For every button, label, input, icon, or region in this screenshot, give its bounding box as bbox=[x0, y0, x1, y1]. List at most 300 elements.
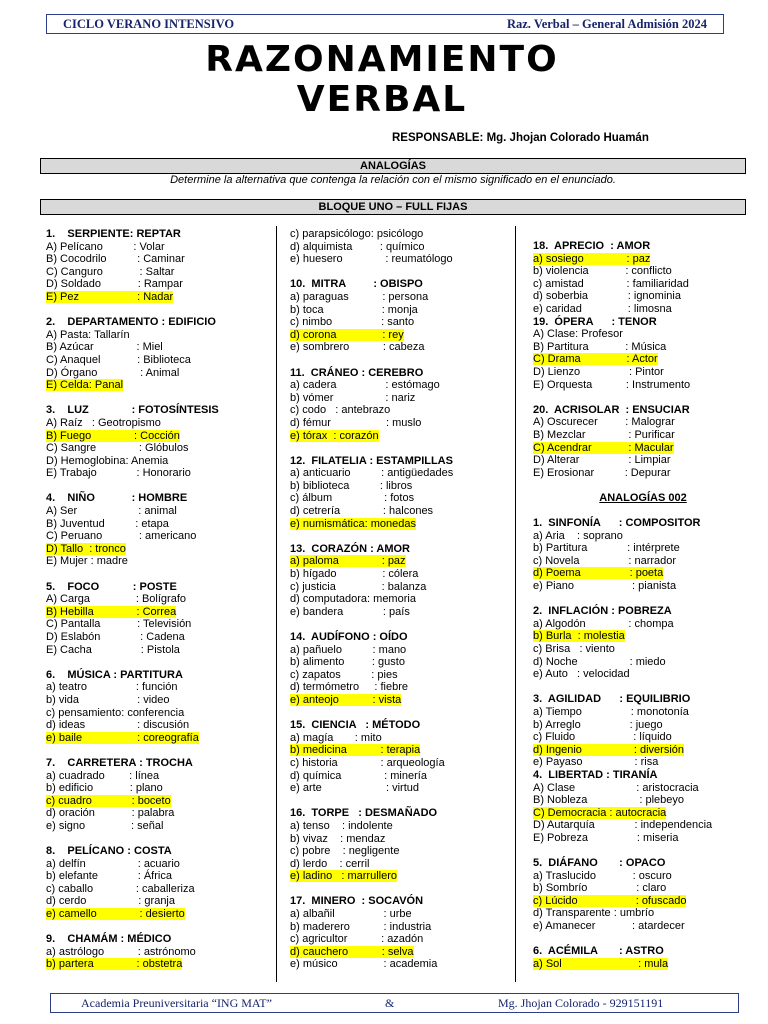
answer-highlight: B) Fuego : Cocción bbox=[46, 429, 180, 442]
option-line bbox=[46, 606, 266, 619]
answer-highlight: c) cuadro : boceto bbox=[46, 794, 171, 807]
option-line bbox=[533, 530, 753, 543]
question-title: 3. LUZ : FOTOSÍNTESIS bbox=[46, 404, 219, 417]
option-text: B) Nobleza : plebeyo bbox=[533, 794, 685, 807]
option-line bbox=[533, 744, 753, 757]
question-title: 7. CARRETERA : TROCHA bbox=[46, 756, 193, 769]
option-text: a) teatro : función bbox=[46, 681, 178, 694]
option-line bbox=[290, 732, 508, 745]
option-text: a) delfín : acuario bbox=[46, 857, 180, 870]
question-title: 4. NIÑO : HOMBRE bbox=[46, 492, 188, 505]
option-line bbox=[533, 353, 753, 366]
option-text: B) Partitura : Música bbox=[533, 340, 667, 353]
option-line bbox=[290, 644, 508, 657]
option-text: B) Azúcar : Miel bbox=[46, 341, 163, 354]
answer-highlight: d) Ingenio : diversión bbox=[533, 743, 685, 756]
option-text: d) química : minería bbox=[290, 769, 427, 782]
option-line bbox=[290, 505, 508, 518]
option-text: E) Orquesta : Instrumento bbox=[533, 378, 691, 391]
option-line bbox=[290, 820, 508, 833]
question-title: 5. DIÁFANO : OPACO bbox=[533, 857, 666, 870]
option-text: b) vivaz : mendaz bbox=[290, 832, 386, 845]
option-line bbox=[46, 253, 266, 266]
option-line bbox=[46, 278, 266, 291]
option-text: D) Hemoglobina: Anemia bbox=[46, 454, 169, 467]
option-text: d) cetrería : halcones bbox=[290, 505, 434, 518]
option-line bbox=[46, 241, 266, 254]
option-text: c) álbum : fotos bbox=[290, 492, 415, 505]
header-right: Raz. Verbal – General Admisión 2024 bbox=[506, 17, 707, 31]
option-line bbox=[290, 946, 508, 959]
answer-highlight: E) Celda: Panal bbox=[46, 379, 124, 392]
option-text: d) fémur : muslo bbox=[290, 416, 422, 429]
option-line bbox=[290, 467, 508, 480]
question-title: 6. MÚSICA : PARTITURA bbox=[46, 668, 183, 681]
option-text: C) Pantalla : Televisión bbox=[46, 618, 192, 631]
option-text: a) magía : mito bbox=[290, 731, 382, 744]
option-line bbox=[46, 858, 266, 871]
section-title: ANALOGÍAS bbox=[40, 158, 746, 174]
option-line bbox=[533, 542, 753, 555]
option-line bbox=[533, 467, 753, 480]
option-text: c) amistad : familiaridad bbox=[533, 277, 689, 290]
question-block bbox=[290, 719, 508, 795]
option-line bbox=[46, 442, 266, 455]
question-block bbox=[290, 807, 508, 883]
column-divider bbox=[515, 226, 516, 982]
option-text: d) Noche : miedo bbox=[533, 655, 666, 668]
option-line bbox=[290, 480, 508, 493]
option-line bbox=[46, 908, 266, 921]
option-line bbox=[533, 882, 753, 895]
question-title: 1. SERPIENTE: REPTAR bbox=[46, 228, 181, 240]
option-text: d) Transparente : umbrío bbox=[533, 907, 655, 920]
option-text: e) Payaso : risa bbox=[533, 756, 659, 769]
option-text: a) astrólogo : astrónomo bbox=[46, 945, 196, 958]
option-line bbox=[533, 278, 753, 291]
footer-right: Mg. Jhojan Colorado - 929151191 bbox=[498, 996, 664, 1010]
option-text: b) vida : video bbox=[46, 693, 170, 706]
option-text: d) soberbia : ignominia bbox=[533, 290, 681, 303]
question-block bbox=[533, 769, 753, 845]
question-title: 15. CIENCIA : MÉTODO bbox=[290, 719, 421, 732]
question-title: 5. FOCO : POSTE bbox=[46, 580, 177, 593]
option-text: c) agricultor : azadón bbox=[290, 933, 424, 946]
option-text: D) Eslabón : Cadena bbox=[46, 631, 185, 643]
option-line bbox=[290, 555, 508, 568]
option-line bbox=[533, 756, 753, 769]
option-text: e) bandera : país bbox=[290, 605, 410, 618]
option-text: b) hígado : cólera bbox=[290, 568, 419, 581]
column-1 bbox=[46, 228, 266, 971]
question-block bbox=[290, 367, 508, 443]
option-text: c) Fluido : líquido bbox=[533, 731, 672, 744]
answer-highlight: d) Poema : poeta bbox=[533, 567, 664, 580]
answer-highlight: b) Burla : molestia bbox=[533, 630, 625, 643]
option-text: b) violencia : conflicto bbox=[533, 265, 672, 278]
option-line bbox=[290, 669, 508, 682]
question-title: 8. PELÍCANO : COSTA bbox=[46, 845, 172, 858]
option-line bbox=[290, 392, 508, 405]
question-block bbox=[533, 517, 753, 593]
option-line bbox=[46, 820, 266, 833]
title-line-2: VERBAL bbox=[296, 79, 468, 120]
question-block bbox=[533, 404, 753, 480]
option-line bbox=[290, 681, 508, 694]
option-line bbox=[290, 341, 508, 354]
subsection-block bbox=[533, 492, 753, 505]
option-line bbox=[46, 367, 266, 380]
option-line bbox=[533, 442, 753, 455]
option-line bbox=[533, 429, 753, 442]
option-line bbox=[533, 630, 753, 643]
answer-highlight: C) Acendrar : Macular bbox=[533, 441, 674, 454]
question-title: 18. APRECIO : AMOR bbox=[533, 240, 651, 252]
option-text: d) termómetro : fiebre bbox=[290, 681, 408, 694]
option-line bbox=[46, 555, 266, 568]
option-line bbox=[533, 253, 753, 266]
option-text: A) Pelícano : Volar bbox=[46, 240, 165, 253]
option-line bbox=[533, 290, 753, 303]
option-line bbox=[290, 744, 508, 757]
question-title: 2. DEPARTAMENTO : EDIFICIO bbox=[46, 316, 216, 329]
question-title: 12. FILATELIA : ESTAMPILLAS bbox=[290, 454, 453, 467]
option-text: b) Partitura : intérprete bbox=[533, 542, 680, 555]
option-text: a) pañuelo : mano bbox=[290, 643, 407, 656]
title-line-1: RAZONAMIENTO bbox=[205, 39, 559, 80]
option-text: c) pobre : negligente bbox=[290, 845, 400, 858]
answer-highlight: d) cauchero : selva bbox=[290, 945, 414, 958]
option-line bbox=[46, 543, 266, 556]
option-line bbox=[46, 266, 266, 279]
option-line bbox=[290, 782, 508, 795]
question-title: 13. CORAZÓN : AMOR bbox=[290, 542, 410, 555]
question-block bbox=[290, 543, 508, 619]
option-line bbox=[533, 379, 753, 392]
option-line bbox=[290, 921, 508, 934]
option-text: b) toca : monja bbox=[290, 303, 418, 316]
option-text: C) Canguro : Saltar bbox=[46, 265, 175, 278]
option-text: E) Mujer : madre bbox=[46, 555, 128, 568]
option-line bbox=[533, 782, 753, 795]
question-title: 9. CHAMÁM : MÉDICO bbox=[46, 933, 172, 946]
option-text: C) Sangre : Glóbulos bbox=[46, 442, 189, 455]
option-text: d) oración : palabra bbox=[46, 807, 175, 820]
option-text: B) Juventud : etapa bbox=[46, 517, 169, 530]
question-title: 19. ÓPERA : TENOR bbox=[533, 315, 657, 328]
option-line bbox=[533, 328, 753, 341]
option-text: D) Autarquía : independencia bbox=[533, 819, 713, 832]
option-line bbox=[533, 731, 753, 744]
option-text: e) Amanecer : atardecer bbox=[533, 920, 685, 933]
option-line bbox=[46, 807, 266, 820]
option-line bbox=[290, 770, 508, 783]
option-line bbox=[46, 329, 266, 342]
question-title: 11. CRÁNEO : CEREBRO bbox=[290, 366, 424, 379]
option-line bbox=[533, 870, 753, 883]
option-text: a) Algodón : chompa bbox=[533, 617, 674, 630]
option-line bbox=[533, 555, 753, 568]
option-line bbox=[46, 719, 266, 732]
question-block bbox=[533, 945, 753, 970]
option-line bbox=[533, 366, 753, 379]
option-text: b) alimento : gusto bbox=[290, 656, 405, 669]
option-line bbox=[290, 833, 508, 846]
question-block bbox=[290, 455, 508, 531]
option-text: c) caballo : caballeriza bbox=[46, 882, 195, 895]
answer-highlight: B) Hebilla : Correa bbox=[46, 605, 177, 618]
answer-highlight: a) Sol : mula bbox=[533, 957, 669, 970]
question-block bbox=[290, 895, 508, 971]
option-text: a) cadera : estómago bbox=[290, 379, 440, 392]
option-text: c) nimbo : santo bbox=[290, 316, 415, 329]
option-text: A) Pasta: Tallarín bbox=[46, 328, 130, 341]
answer-highlight: a) paloma : paz bbox=[290, 555, 406, 568]
option-line bbox=[46, 341, 266, 354]
option-text: d) alquimista : químico bbox=[290, 240, 425, 253]
option-line bbox=[290, 253, 508, 266]
option-line bbox=[533, 656, 753, 669]
option-line bbox=[533, 265, 753, 278]
option-line bbox=[46, 518, 266, 531]
option-line bbox=[533, 920, 753, 933]
option-line bbox=[46, 795, 266, 808]
option-text: A) Raíz : Geotropismo bbox=[46, 416, 161, 429]
option-line bbox=[46, 883, 266, 896]
page-title bbox=[150, 40, 614, 120]
answer-highlight: e) anteojo : vista bbox=[290, 693, 402, 706]
option-text: b) Arreglo : juego bbox=[533, 718, 663, 731]
column-2 bbox=[290, 228, 508, 971]
answer-highlight: e) numismática: monedas bbox=[290, 517, 416, 530]
column-3 bbox=[533, 240, 753, 970]
footer-bar bbox=[50, 993, 739, 1013]
option-line bbox=[46, 870, 266, 883]
option-text: b) maderero : industria bbox=[290, 920, 432, 933]
question-block bbox=[533, 316, 753, 392]
option-line bbox=[533, 567, 753, 580]
question-title: 3. AGILIDAD : EQUILIBRIO bbox=[533, 693, 691, 706]
option-line bbox=[290, 694, 508, 707]
answer-highlight: C) Drama : Actor bbox=[533, 353, 658, 366]
option-line bbox=[46, 291, 266, 304]
option-text: D) Soldado : Rampar bbox=[46, 278, 183, 291]
option-line bbox=[533, 958, 753, 971]
option-line bbox=[533, 895, 753, 908]
option-text: E) Pobreza : miseria bbox=[533, 831, 679, 844]
option-line bbox=[533, 454, 753, 467]
option-line bbox=[290, 304, 508, 317]
option-line bbox=[46, 644, 266, 657]
option-line bbox=[290, 492, 508, 505]
option-line bbox=[533, 341, 753, 354]
option-line bbox=[290, 291, 508, 304]
question-title: 4. LIBERTAD : TIRANÍA bbox=[533, 768, 658, 781]
option-text: a) Traslucido : oscuro bbox=[533, 869, 672, 882]
option-text: e) caridad : limosna bbox=[533, 302, 672, 315]
option-line bbox=[46, 430, 266, 443]
option-line bbox=[533, 643, 753, 656]
option-text: A) Oscurecer : Malograr bbox=[533, 416, 675, 429]
option-text: D) Órgano : Animal bbox=[46, 366, 180, 379]
option-line bbox=[533, 416, 753, 429]
option-line bbox=[290, 568, 508, 581]
option-line bbox=[46, 505, 266, 518]
option-text: E) Trabajo : Honorario bbox=[46, 467, 191, 480]
bloque-title: BLOQUE UNO – FULL FIJAS bbox=[40, 199, 746, 215]
option-line bbox=[290, 858, 508, 871]
option-text: d) computadora: memoria bbox=[290, 593, 416, 606]
question-block bbox=[533, 605, 753, 681]
option-text: b) vómer : nariz bbox=[290, 391, 416, 404]
option-line bbox=[46, 770, 266, 783]
question-title: 17. MINERO : SOCAVÓN bbox=[290, 895, 424, 908]
option-text: B) Mezclar : Purificar bbox=[533, 428, 675, 441]
option-text: A) Ser : animal bbox=[46, 505, 177, 518]
option-text: e) arte : virtud bbox=[290, 782, 419, 795]
question-block bbox=[290, 228, 508, 266]
footer-middle: & bbox=[385, 996, 395, 1010]
option-line bbox=[290, 757, 508, 770]
question-title: 20. ACRISOLAR : ENSUCIAR bbox=[533, 403, 690, 416]
answer-highlight: D) Tallo : tronco bbox=[46, 542, 126, 555]
option-text: d) ideas : discusión bbox=[46, 719, 190, 732]
answer-highlight: e) camello : desierto bbox=[46, 908, 185, 921]
question-title: 10. MITRA : OBISPO bbox=[290, 278, 423, 291]
question-block bbox=[46, 228, 266, 304]
option-line bbox=[533, 719, 753, 732]
header-left: CICLO VERANO INTENSIVO bbox=[63, 17, 235, 31]
question-block bbox=[46, 757, 266, 833]
option-text: c) justicia : balanza bbox=[290, 580, 427, 593]
option-line bbox=[46, 455, 266, 468]
option-text: e) Auto : velocidad bbox=[533, 668, 630, 681]
option-text: c) Brisa : viento bbox=[533, 643, 615, 655]
question-block bbox=[46, 581, 266, 657]
option-text: e) Piano : pianista bbox=[533, 580, 677, 593]
option-text: E) Erosionar : Depurar bbox=[533, 466, 671, 479]
question-block bbox=[46, 845, 266, 921]
option-line bbox=[290, 379, 508, 392]
option-line bbox=[46, 946, 266, 959]
option-text: D) Alterar : Limpiar bbox=[533, 454, 671, 467]
answer-highlight: e) baile : coreografía bbox=[46, 731, 199, 744]
answer-highlight: a) sosiego : paz bbox=[533, 252, 651, 265]
answer-highlight: c) Lúcido : ofuscado bbox=[533, 894, 687, 907]
option-line bbox=[290, 870, 508, 883]
option-line bbox=[290, 845, 508, 858]
question-title: 1. SINFONÍA : COMPOSITOR bbox=[533, 517, 701, 530]
option-text: c) Novela : narrador bbox=[533, 554, 677, 567]
option-text: e) huesero : reumatólogo bbox=[290, 253, 453, 266]
header-bar bbox=[46, 14, 724, 34]
option-line bbox=[46, 681, 266, 694]
option-line bbox=[290, 958, 508, 971]
option-text: a) cuadrado : línea bbox=[46, 769, 160, 782]
option-text: e) signo : señal bbox=[46, 819, 164, 832]
option-text: c) historia : arqueología bbox=[290, 756, 445, 769]
option-text: e) músico : academia bbox=[290, 958, 438, 971]
option-line bbox=[533, 819, 753, 832]
option-line bbox=[46, 694, 266, 707]
option-line bbox=[46, 593, 266, 606]
option-line bbox=[46, 895, 266, 908]
option-line bbox=[533, 706, 753, 719]
option-text: a) Tiempo : monotonía bbox=[533, 705, 689, 718]
option-text: c) pensamiento: conferencia bbox=[46, 706, 185, 719]
option-line bbox=[290, 593, 508, 606]
option-line bbox=[46, 417, 266, 430]
option-line bbox=[46, 354, 266, 367]
answer-highlight: e) tórax : corazón bbox=[290, 429, 379, 442]
option-line bbox=[46, 707, 266, 720]
option-line bbox=[533, 303, 753, 316]
option-line bbox=[46, 958, 266, 971]
answer-highlight: C) Democracia : autocracia bbox=[533, 806, 667, 819]
option-text: c) parapsicólogo: psicólogo bbox=[290, 228, 424, 240]
option-line bbox=[290, 329, 508, 342]
question-block bbox=[290, 278, 508, 354]
question-title: 6. ACÉMILA : ASTRO bbox=[533, 945, 664, 958]
option-line bbox=[533, 580, 753, 593]
question-block bbox=[533, 240, 753, 316]
answer-highlight: E) Pez : Nadar bbox=[46, 290, 174, 303]
answer-highlight: b) medicina : terapia bbox=[290, 744, 421, 757]
option-line bbox=[533, 794, 753, 807]
option-text: C) Anaquel : Biblioteca bbox=[46, 353, 191, 366]
option-line bbox=[290, 606, 508, 619]
answer-highlight: b) partera : obstetra bbox=[46, 958, 183, 971]
column-divider bbox=[276, 226, 277, 982]
option-text: a) tenso : indolente bbox=[290, 819, 393, 832]
option-line bbox=[533, 907, 753, 920]
answer-highlight: d) corona : rey bbox=[290, 328, 404, 341]
option-line bbox=[533, 618, 753, 631]
option-line bbox=[533, 807, 753, 820]
option-text: b) edificio : plano bbox=[46, 782, 163, 795]
instruction: Determine la alternativa que contenga la relación con el mismo significado en el enunciado. bbox=[170, 174, 616, 186]
question-block bbox=[533, 693, 753, 769]
question-block bbox=[46, 316, 266, 392]
option-text: b) biblioteca : libros bbox=[290, 479, 413, 492]
option-line bbox=[290, 933, 508, 946]
question-block bbox=[46, 492, 266, 568]
option-line bbox=[290, 241, 508, 254]
option-line bbox=[290, 908, 508, 921]
option-line bbox=[290, 417, 508, 430]
option-text: B) Cocodrilo : Caminar bbox=[46, 253, 185, 266]
option-line bbox=[290, 430, 508, 443]
option-line bbox=[290, 581, 508, 594]
option-line bbox=[290, 656, 508, 669]
question-block bbox=[46, 669, 266, 745]
option-text: A) Clase : aristocracia bbox=[533, 781, 699, 794]
option-line bbox=[533, 668, 753, 681]
question-title: 2. INFLACIÓN : POBREZA bbox=[533, 605, 672, 618]
question-block bbox=[46, 933, 266, 971]
answer-highlight: e) ladino : marrullero bbox=[290, 870, 397, 883]
option-line bbox=[533, 832, 753, 845]
option-line bbox=[46, 379, 266, 392]
option-text: d) lerdo : cerril bbox=[290, 857, 370, 870]
responsable-line: RESPONSABLE: Mg. Jhojan Colorado Huamán bbox=[392, 132, 649, 144]
option-line bbox=[46, 782, 266, 795]
option-text: A) Carga : Bolígrafo bbox=[46, 593, 186, 606]
option-text: D) Lienzo : Pintor bbox=[533, 365, 664, 378]
option-text: d) cerdo : granja bbox=[46, 895, 175, 908]
option-line bbox=[290, 316, 508, 329]
option-line bbox=[46, 467, 266, 480]
